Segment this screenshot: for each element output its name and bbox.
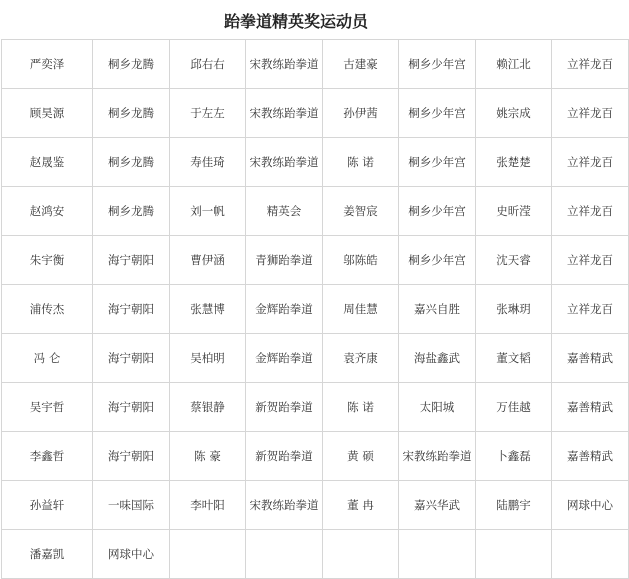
table-cell-club-name — [399, 530, 476, 579]
table-cell-athlete-name — [476, 530, 552, 579]
table-cell-club-name: 嘉善精武 — [552, 383, 629, 432]
table-cell-athlete-name: 赖江北 — [476, 40, 552, 89]
table-cell-athlete-name: 史昕滢 — [476, 187, 552, 236]
table-cell-club-name: 宋教练跆拳道 — [246, 138, 323, 187]
table-cell-athlete-name: 古建豪 — [323, 40, 399, 89]
table-cell-club-name: 海宁朝阳 — [93, 383, 170, 432]
table-cell-athlete-name: 赵鸿安 — [2, 187, 93, 236]
table-cell-club-name: 新贺跆拳道 — [246, 432, 323, 481]
table-cell-athlete-name: 李叶阳 — [170, 481, 246, 530]
table-cell-club-name: 宋教练跆拳道 — [246, 481, 323, 530]
table-cell-athlete-name: 蔡银静 — [170, 383, 246, 432]
table-cell-club-name: 桐乡龙腾 — [93, 89, 170, 138]
table-cell-athlete-name: 邱右右 — [170, 40, 246, 89]
table-cell-athlete-name: 黄 硕 — [323, 432, 399, 481]
table-row — [2, 432, 629, 481]
table-cell-athlete-name: 袁齐康 — [323, 334, 399, 383]
table-row — [2, 334, 629, 383]
table-cell-club-name: 宋教练跆拳道 — [246, 40, 323, 89]
table-cell-athlete-name: 赵晟鉴 — [2, 138, 93, 187]
table-cell-athlete-name: 孙伊茜 — [323, 89, 399, 138]
table-cell-athlete-name: 孙益轩 — [2, 481, 93, 530]
table-cell-athlete-name: 董文韬 — [476, 334, 552, 383]
table-row — [2, 236, 629, 285]
table-row — [2, 187, 629, 236]
table-cell-athlete-name: 严奕泽 — [2, 40, 93, 89]
table-row — [2, 383, 629, 432]
table-row — [2, 530, 629, 579]
table-cell-athlete-name: 邬陈皓 — [323, 236, 399, 285]
table-cell-club-name: 海宁朝阳 — [93, 432, 170, 481]
table-cell-athlete-name: 朱宇衡 — [2, 236, 93, 285]
table-cell-athlete-name — [323, 530, 399, 579]
athlete-table — [1, 39, 629, 579]
table-cell-athlete-name: 沈天睿 — [476, 236, 552, 285]
table-cell-club-name: 桐乡少年宫 — [399, 236, 476, 285]
table-cell-club-name: 立祥龙百 — [552, 40, 629, 89]
table-cell-club-name: 立祥龙百 — [552, 236, 629, 285]
table-cell-club-name: 青狮跆拳道 — [246, 236, 323, 285]
table-row — [2, 285, 629, 334]
table-cell-club-name: 立祥龙百 — [552, 187, 629, 236]
table-cell-club-name: 金辉跆拳道 — [246, 334, 323, 383]
table-cell-club-name: 桐乡龙腾 — [93, 40, 170, 89]
table-cell-athlete-name: 万佳越 — [476, 383, 552, 432]
table-cell-athlete-name: 卜鑫磊 — [476, 432, 552, 481]
table-cell-club-name: 桐乡少年宫 — [399, 89, 476, 138]
table-cell-athlete-name: 吴宇哲 — [2, 383, 93, 432]
table-cell-club-name: 嘉兴华武 — [399, 481, 476, 530]
table-cell-athlete-name: 顾昊源 — [2, 89, 93, 138]
table-cell-athlete-name: 寿佳琦 — [170, 138, 246, 187]
table-row — [2, 138, 629, 187]
table-cell-club-name: 立祥龙百 — [552, 285, 629, 334]
table-cell-athlete-name: 于左左 — [170, 89, 246, 138]
table-cell-athlete-name: 姜智宸 — [323, 187, 399, 236]
table-cell-club-name: 金辉跆拳道 — [246, 285, 323, 334]
table-cell-athlete-name: 陈 诺 — [323, 383, 399, 432]
table-cell-club-name: 宋教练跆拳道 — [246, 89, 323, 138]
table-cell-club-name: 桐乡龙腾 — [93, 187, 170, 236]
table-cell-athlete-name: 刘一帆 — [170, 187, 246, 236]
table-cell-athlete-name: 张楚楚 — [476, 138, 552, 187]
table-row — [2, 89, 629, 138]
table-cell-club-name: 海宁朝阳 — [93, 236, 170, 285]
table-cell-club-name: 宋教练跆拳道 — [399, 432, 476, 481]
table-cell-athlete-name: 姚宗成 — [476, 89, 552, 138]
table-cell-athlete-name: 冯 仑 — [2, 334, 93, 383]
page-title: 跆拳道精英奖运动员 — [223, 11, 368, 31]
table-cell-athlete-name: 吴柏明 — [170, 334, 246, 383]
table-cell-club-name: 太阳城 — [399, 383, 476, 432]
athlete-table-body — [2, 40, 629, 579]
table-cell-athlete-name: 浦传杰 — [2, 285, 93, 334]
table-cell-club-name: 嘉兴自胜 — [399, 285, 476, 334]
table-row — [2, 40, 629, 89]
table-cell-club-name: 精英会 — [246, 187, 323, 236]
table-cell-club-name: 海盐鑫武 — [399, 334, 476, 383]
table-cell-club-name: 一味国际 — [93, 481, 170, 530]
table-cell-club-name: 嘉善精武 — [552, 432, 629, 481]
table-cell-club-name — [246, 530, 323, 579]
table-cell-club-name: 桐乡少年宫 — [399, 187, 476, 236]
table-cell-athlete-name: 张琳玥 — [476, 285, 552, 334]
table-cell-club-name: 网球中心 — [552, 481, 629, 530]
table-cell-club-name: 网球中心 — [93, 530, 170, 579]
table-cell-club-name: 海宁朝阳 — [93, 334, 170, 383]
table-cell-club-name: 桐乡少年宫 — [399, 40, 476, 89]
table-cell-club-name — [552, 530, 629, 579]
table-cell-athlete-name: 董 冉 — [323, 481, 399, 530]
table-cell-athlete-name: 曹伊涵 — [170, 236, 246, 285]
table-cell-club-name: 新贺跆拳道 — [246, 383, 323, 432]
table-cell-club-name: 立祥龙百 — [552, 89, 629, 138]
table-cell-athlete-name: 陈 豪 — [170, 432, 246, 481]
table-cell-club-name: 桐乡龙腾 — [93, 138, 170, 187]
table-cell-athlete-name: 张慧博 — [170, 285, 246, 334]
table-cell-athlete-name: 陆鹏宇 — [476, 481, 552, 530]
table-cell-athlete-name: 李鑫哲 — [2, 432, 93, 481]
table-cell-athlete-name: 潘嘉凯 — [2, 530, 93, 579]
table-cell-athlete-name — [170, 530, 246, 579]
table-cell-athlete-name: 周佳慧 — [323, 285, 399, 334]
table-cell-club-name: 桐乡少年宫 — [399, 138, 476, 187]
table-cell-club-name: 海宁朝阳 — [93, 285, 170, 334]
table-row — [2, 481, 629, 530]
table-cell-club-name: 嘉善精武 — [552, 334, 629, 383]
table-cell-athlete-name: 陈 诺 — [323, 138, 399, 187]
table-cell-club-name: 立祥龙百 — [552, 138, 629, 187]
